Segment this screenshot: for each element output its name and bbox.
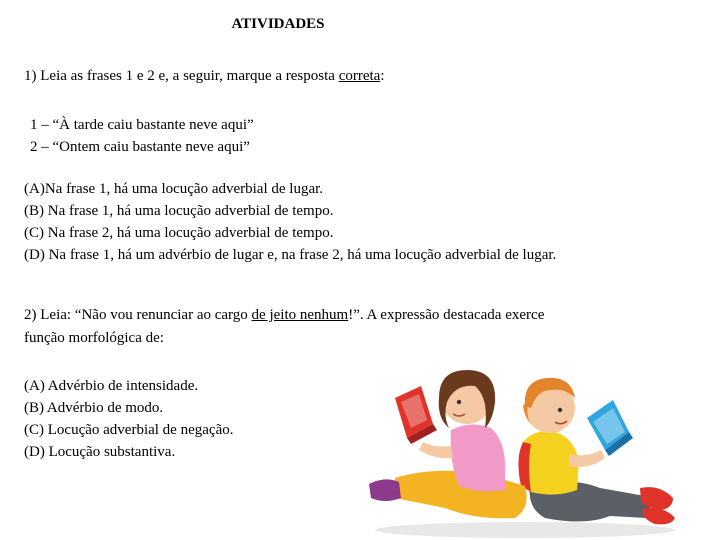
q2-option-a: (A) Advérbio de intensidade. (24, 378, 199, 394)
sentence-2: 2 – “Ontem caiu bastante neve aqui” (30, 139, 250, 155)
question-2-line-1 (24, 304, 544, 327)
q2-option-d: (D) Locução substantiva. (24, 444, 176, 460)
q2-option-c: (C) Locução adverbial de negação. (24, 422, 234, 438)
question-2-underlined-expression: de jeito nenhum (251, 307, 349, 323)
boy-reading-figure (518, 378, 675, 525)
question-1-options (24, 178, 556, 266)
question-1-prompt-text: 1) Leia as frases 1 e 2 e, a seguir, marque a resposta (24, 68, 339, 84)
question-1-sentences (30, 114, 254, 158)
question-2-line-2: função morfológica de: (24, 330, 164, 346)
question-2-options (24, 375, 233, 463)
q1-option-d: (D) Na frase 1, há um advérbio de lugar e, na frase 2, há uma locução adverbial de lugar. (24, 247, 557, 263)
q1-option-a: (A)Na frase 1, há uma locução adverbial de lugar. (24, 181, 324, 197)
q1-option-c: (C) Na frase 2, há uma locução adverbial de tempo. (24, 225, 334, 241)
question-1-prompt-end: : (380, 68, 385, 84)
girl-reading-figure (369, 370, 527, 518)
q2-option-b: (B) Advérbio de modo. (24, 400, 164, 416)
children-reading-illustration (355, 358, 685, 540)
question-2-text-end: !”. A expressão destacada exerce (348, 307, 545, 323)
sentence-1: 1 – “À tarde caiu bastante neve aqui” (30, 117, 254, 133)
page-title: ATIVIDADES (231, 16, 325, 32)
question-1-prompt (24, 68, 385, 85)
q1-option-b: (B) Na frase 1, há uma locução adverbial de tempo. (24, 203, 334, 219)
question-2-prompt (24, 304, 544, 350)
question-2-text: 2) Leia: “Não vou renunciar ao cargo (24, 307, 252, 323)
question-1-underlined-word: correta (338, 68, 381, 84)
